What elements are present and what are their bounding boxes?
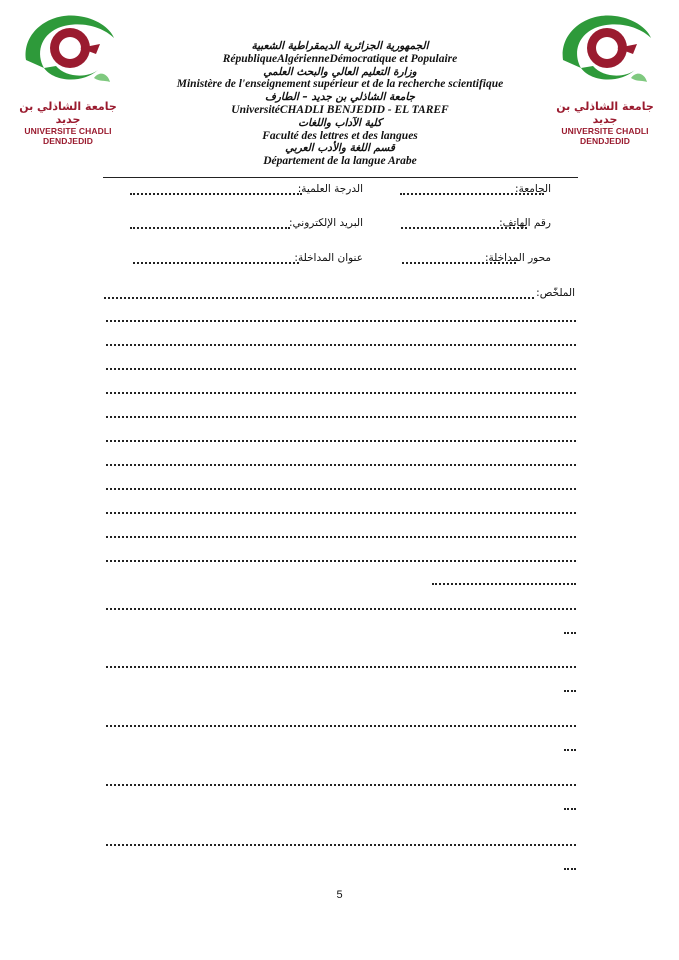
summary-line[interactable] (106, 416, 576, 418)
header-line: قسم اللغة والأدب العربي (285, 142, 395, 155)
summary-line[interactable] (106, 368, 576, 370)
degree-field[interactable] (130, 193, 302, 195)
document-header (150, 40, 530, 168)
summary-line[interactable] (564, 690, 576, 692)
summary-line[interactable] (106, 844, 576, 846)
axis-label: محور المداخلة: (485, 252, 551, 264)
summary-line[interactable] (106, 320, 576, 322)
summary-line[interactable] (564, 868, 576, 870)
university-logo-right (545, 8, 665, 146)
phone-field[interactable] (401, 227, 527, 229)
summary-line[interactable] (106, 666, 576, 668)
summary-line[interactable] (106, 784, 576, 786)
logo-french-name: UNIVERSITE CHADLI DENDJEDID (24, 126, 112, 146)
summary-line[interactable] (564, 632, 576, 634)
header-line: RépubliqueAlgérienneDémocratique et Populaire (222, 52, 458, 65)
summary-line[interactable] (564, 749, 576, 751)
university-field[interactable] (400, 193, 544, 195)
summary-line[interactable] (432, 583, 576, 585)
email-field[interactable] (130, 227, 290, 229)
summary-line[interactable] (106, 560, 576, 562)
degree-label: الدرجة العلمية: (297, 183, 363, 195)
header-line: UniversitéCHADLI BENJEDID - EL TAREF (231, 103, 449, 116)
summary-line[interactable] (106, 464, 576, 466)
title-field[interactable] (133, 262, 299, 264)
logo-arabic-name: جامعة الشاذلي بن جديد (19, 100, 117, 126)
university-label: الجامعة: (515, 183, 551, 195)
summary-line[interactable] (564, 808, 576, 810)
logo-arabic-name: جامعة الشاذلي بن جديد (556, 100, 654, 126)
summary-line[interactable] (106, 608, 576, 610)
header-line: Département de la langue Arabe (263, 155, 417, 168)
university-logo-left (8, 8, 128, 146)
summary-line[interactable] (106, 725, 576, 727)
summary-label: الملخّص: (536, 287, 575, 299)
summary-line[interactable] (106, 344, 576, 346)
summary-line[interactable] (106, 440, 576, 442)
header-line: جامعة الشاذلي بن جديد – الطارف (264, 91, 416, 104)
title-label: عنوان المداخلة: (294, 252, 363, 264)
university-emblem-icon (18, 8, 118, 90)
header-line: Ministère de l'enseignement supérieur et de la recherche scientifique (176, 78, 504, 91)
header-divider (103, 177, 578, 178)
header-line: الجمهورية الجزائرية الديمقراطية الشعبية (251, 40, 429, 52)
axis-field[interactable] (402, 262, 516, 264)
header-line: وزارة التعليم العالي والبحث العلمي (263, 65, 417, 78)
logo-french-name: UNIVERSITE CHADLI DENDJEDID (561, 126, 649, 146)
summary-line[interactable] (106, 536, 576, 538)
email-label: البريد الإلكتروني: (289, 217, 363, 229)
page-number: 5 (336, 889, 343, 901)
header-line: كلية الآداب واللغات (298, 116, 382, 129)
summary-line[interactable] (106, 392, 576, 394)
university-emblem-icon (555, 8, 655, 90)
summary-field[interactable] (104, 297, 534, 299)
phone-label: رقم الهاتف: (499, 217, 551, 229)
header-line: Faculté des lettres et des langues (262, 129, 418, 142)
summary-line[interactable] (106, 512, 576, 514)
summary-line[interactable] (106, 488, 576, 490)
